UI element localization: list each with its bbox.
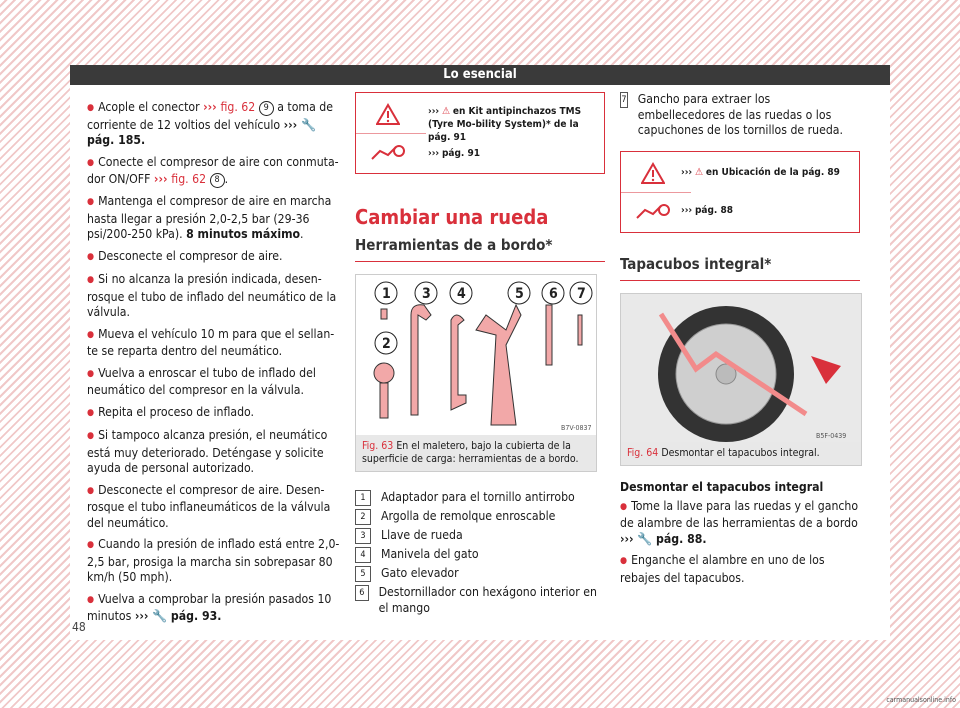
left-column: [87, 100, 342, 631]
step: ● Tome la llave para las ruedas y el gancho de alambre de las herramientas de a bordo ››› 🔧 pág. 88.: [620, 499, 860, 548]
page-ref[interactable]: pág. 185.: [87, 133, 146, 147]
note-text[interactable]: ››› pág. 91: [428, 148, 481, 159]
section-header: Lo esencial: [70, 65, 890, 85]
hubcap-illustration: [621, 294, 861, 442]
list-item: 6 Destornillador con hexágono interior en el mango: [355, 585, 605, 616]
right-column: [620, 92, 860, 592]
subsection-title: Tapacubos integral*: [620, 257, 860, 282]
tool-label: 1: [382, 286, 391, 302]
figure-63: [355, 274, 597, 472]
book-icon: 🔧: [152, 609, 168, 623]
list-item: 1 Adaptador para el tornillo antirrobo: [355, 490, 605, 506]
tool-label: 3: [422, 286, 431, 302]
list-item: 4 Manivela del gato: [355, 547, 605, 563]
step-1: ● Acople el conector ››› fig. 62 9 a toma de corriente de 12 voltios del vehículo ››› 🔧 pág. 185.: [87, 100, 342, 149]
tool-icon: [370, 141, 406, 165]
step-9: ● Si tampoco alcanza presión, el neumático está muy deteriorado. Deténgase y solicite ayuda de personal autorizado.: [87, 428, 342, 477]
tool-label: 2: [382, 336, 391, 352]
book-icon: 🔧: [637, 531, 653, 546]
fig-code: B5F-0439: [816, 432, 847, 440]
step-8: ● Repita el proceso de inflado.: [87, 405, 342, 423]
watermark: carmanualsonline.info: [886, 696, 956, 704]
tool-icon: [635, 200, 671, 224]
tool-label: 7: [577, 286, 586, 302]
book-icon: 🔧: [300, 117, 317, 132]
list-item: 2 Argolla de remolque enroscable: [355, 509, 605, 525]
page-ref[interactable]: pág. 88.: [656, 531, 707, 546]
subheading: Desmontar el tapacubos integral: [620, 480, 824, 494]
tool-label: 6: [549, 286, 558, 302]
figure-64: [620, 293, 862, 466]
page-ref[interactable]: pág. 93.: [170, 609, 222, 623]
note-text[interactable]: ››› pág. 88: [681, 204, 734, 216]
step-2: ● Conecte el compresor de aire con conmuta-dor ON/OFF ››› fig. 62 8 .: [87, 155, 342, 189]
list-item: 7 Gancho para extraer los embellecedores de las ruedas o los capuchones de los tornillos de rueda.: [621, 92, 844, 137]
list-item: 3 Llave de rueda: [355, 528, 605, 544]
step-4: ● Desconecte el compresor de aire.: [87, 249, 342, 267]
middle-column: [355, 92, 605, 619]
step-6: ● Mueva el vehículo 10 m para que el sellan-te se reparta dentro del neumático.: [87, 327, 342, 360]
warning-text[interactable]: ››› ⚠ en Kit antipinchazos TMS (Tyre Mo-bility System)* de la pág. 91: [428, 106, 582, 143]
tool-label: 4: [457, 286, 466, 302]
step-11: ● Cuando la presión de inflado está entre 2,0-2,5 bar, prosiga la marcha sin sobrepasar 80 km/h (50 mph).: [87, 537, 342, 586]
step-12: ● Vuelva a comprobar la presión pasados 10 minutos ››› 🔧 pág. 93.: [87, 592, 342, 625]
step-10: ● Desconecte el compresor de aire. Desen-rosque el tubo inflaneumáticos de la válvula del neumático.: [87, 483, 342, 532]
section-title: Cambiar una rueda: [355, 205, 549, 229]
fig-code: B7V-0837: [561, 424, 592, 432]
step-5: ● Si no alcanza la presión indicada, desen-rosque el tubo de inflado del neumático de la válvula.: [87, 272, 342, 321]
subsection-title: Herramientas de a bordo*: [355, 238, 605, 263]
tool-label: 5: [515, 286, 524, 302]
warning-icon: [376, 103, 400, 125]
step: ● Enganche el alambre en uno de los rebajes del tapacubos.: [620, 553, 860, 586]
figure-caption: Fig. 64 Desmontar el tapacubos integral.: [621, 442, 861, 465]
warning-text[interactable]: ››› ⚠ en Ubicación de la pág. 89: [681, 166, 840, 178]
fig-ref[interactable]: fig. 62: [171, 172, 207, 186]
warning-box: [355, 92, 605, 174]
warning-icon: [641, 162, 665, 184]
figure-caption: Fig. 63 En el maletero, bajo la cubierta de la superficie de carga: herramientas de a bordo.: [356, 435, 596, 471]
fig-ref[interactable]: fig. 62: [220, 100, 256, 114]
list-item: 5 Gato elevador: [355, 566, 605, 582]
page-number: 48: [72, 620, 86, 634]
step-3: ● Mantenga el compresor de aire en marcha hasta llegar a presión 2,0-2,5 bar (29-36 psi/200-250 kPa). 8 minutos máximo.: [87, 194, 342, 243]
tool-list: [355, 490, 605, 616]
warning-box: [620, 151, 860, 233]
tools-illustration: [356, 275, 596, 435]
step-7: ● Vuelva a enroscar el tubo de inflado del neumático del compresor en la válvula.: [87, 366, 342, 399]
